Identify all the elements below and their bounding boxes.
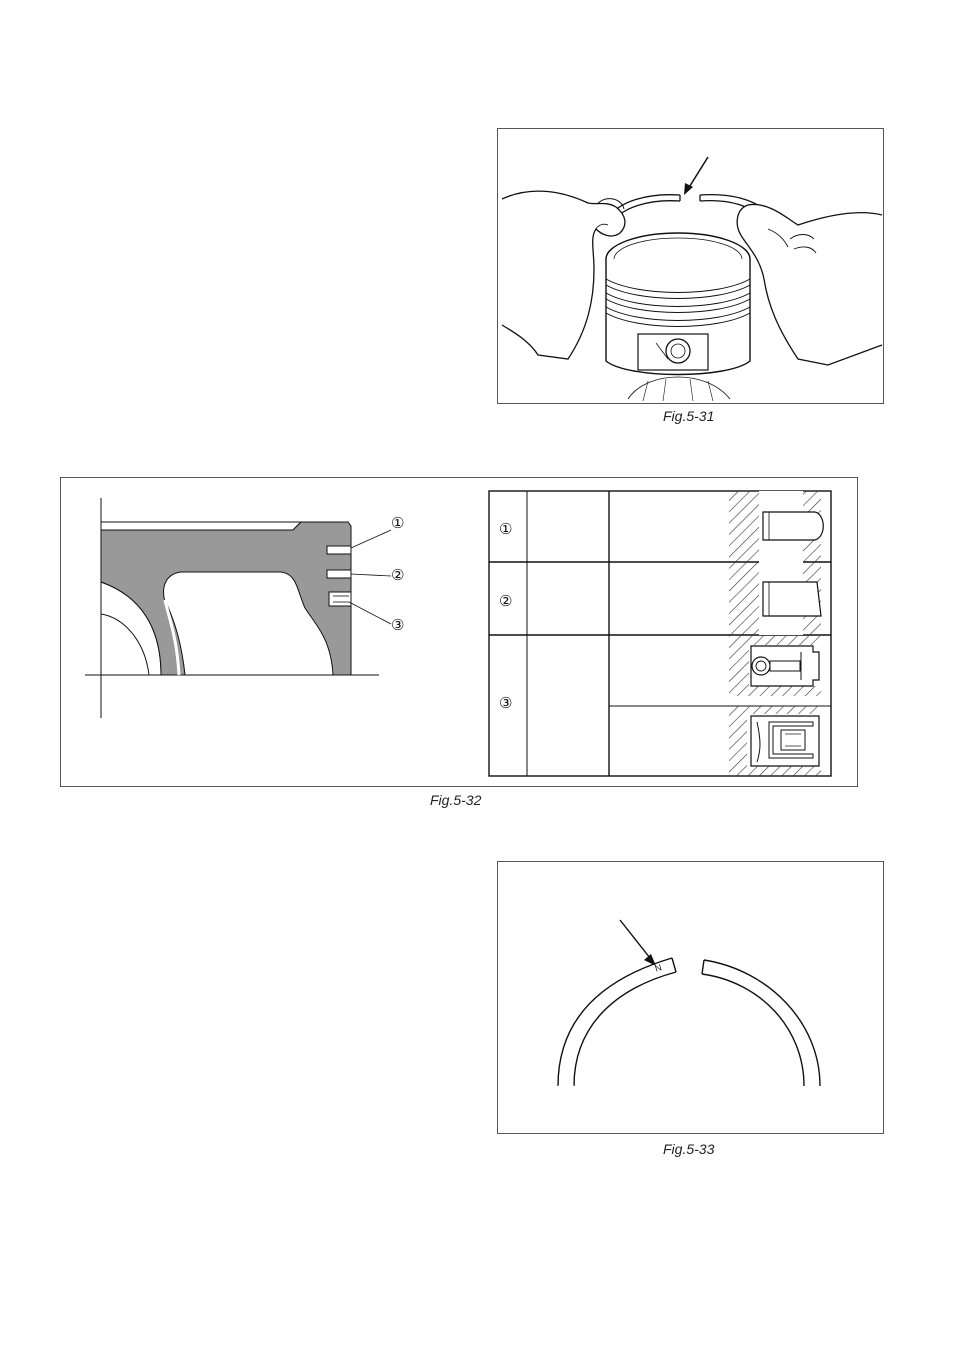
figure-5-33	[497, 861, 884, 1134]
table-row-1-number: ①	[499, 520, 513, 538]
figure-5-32	[60, 477, 858, 787]
figure-5-33-caption: Fig.5-33	[663, 1141, 715, 1157]
piston-ring-grooves-illustration	[61, 478, 857, 786]
callout-1: ①	[391, 514, 405, 532]
figure-5-31	[497, 128, 884, 404]
callout-2: ②	[391, 566, 405, 584]
figure-5-32-caption: Fig.5-32	[430, 792, 482, 808]
piston-ring-n-mark-illustration	[498, 862, 883, 1133]
piston-ring-hands-illustration	[498, 129, 883, 403]
ring-n-mark: N	[653, 962, 663, 974]
callout-3: ③	[391, 616, 405, 634]
table-row-3-number: ③	[499, 694, 513, 712]
figure-5-31-caption: Fig.5-31	[663, 408, 715, 424]
table-row-2-number: ②	[499, 592, 513, 610]
